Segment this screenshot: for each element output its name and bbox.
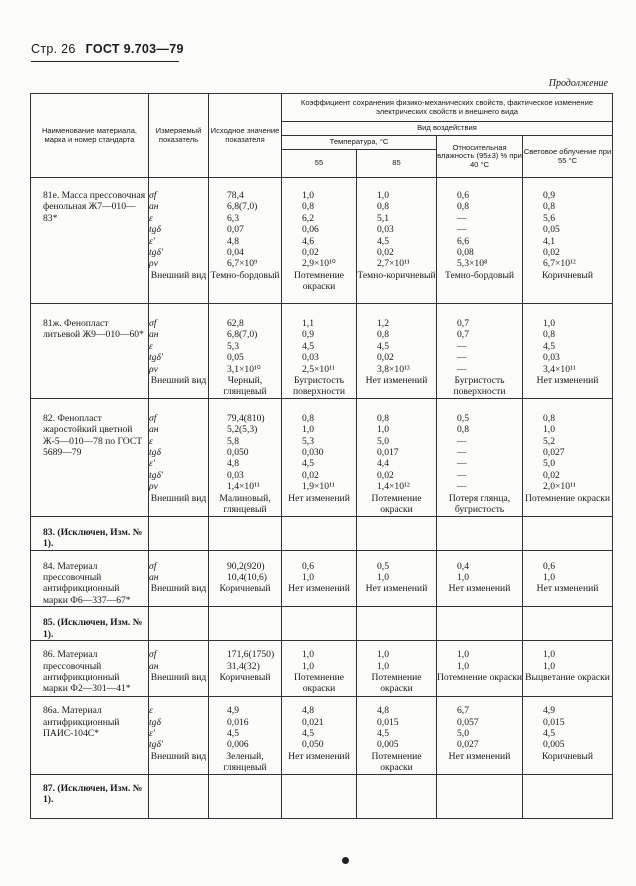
table-row [31,607,613,641]
temp-55-cell [282,774,357,818]
cell-value: 5,8 [227,435,239,447]
cell-value: Внешний вид [150,750,207,762]
cell-value: 5,1 [377,212,389,224]
cell-value: 0,03 [377,224,394,236]
cell-value: 0,07 [227,224,244,236]
cell-value: σf [149,560,157,572]
temp-85-cell [357,516,437,550]
header-indicator: Измеряемый показатель [149,94,209,178]
material-name: 86. Материал прессовочный антифрикционный марки Ф2—301—41* [31,641,149,697]
initial-value-cell [209,398,282,516]
cell-value: Потеря глянца, бугристость [448,492,511,516]
material-name: 82. Фенопласт жаростойкий цветной Ж-5—010—78 по ГОСТ 5689—79 [31,398,149,516]
temp-85-cell [357,398,437,516]
cell-value: Потемнение окраски [371,492,422,516]
humidity-cell [437,516,523,550]
header-material: Наименование материала, марка и номер стандарта [31,94,149,178]
cell-value: — [457,435,467,447]
cell-value: 0,017 [377,447,399,459]
cell-value: tgδ [149,716,161,728]
table-row [31,774,613,818]
table-row [31,398,613,516]
cell-value: — [457,212,467,224]
cell-value: ρv [149,363,158,375]
humidity-cell [437,774,523,818]
light-cell [523,516,613,550]
cell-value: 4,5 [377,727,389,739]
page-number: Стр. 26 [31,42,76,56]
cell-value: aн [149,660,159,672]
cell-value: tgδ' [149,247,163,259]
initial-value-cell [209,304,282,399]
header-initial-value: Исходное значение показателя [209,94,282,178]
cell-value: 0,8 [302,201,314,213]
header-humidity: Относительная влажность (95±3) % при 40 °С [437,136,523,178]
temp-85-cell [357,641,437,697]
cell-value: Бугристость поверхности [292,375,345,398]
cell-value: 6,8(7,0) [227,329,258,341]
cell-value: 1,2 [377,318,389,329]
cell-value: ε' [149,458,155,470]
cell-value: 0,016 [227,716,249,728]
cell-value: 0,050 [227,447,249,459]
light-cell [523,178,613,304]
temp-85-cell [357,304,437,399]
continuation-label: Продолжение [548,78,608,89]
header-temp-55: 55 [282,150,357,178]
cell-value: 4,8 [377,705,389,717]
cell-value: Нет изменений [288,750,350,762]
cell-value: 0,8 [457,201,469,213]
cell-value: 4,5 [543,340,555,352]
cell-value: Темно-коричневый [357,269,436,281]
cell-value: 4,5 [377,235,389,247]
cell-value: 4,8 [227,458,239,470]
light-cell [523,641,613,697]
cell-value: 0,021 [302,716,324,728]
cell-value: 0,4 [457,560,469,572]
cell-value: Внешний вид [150,269,207,281]
cell-value: tgδ' [149,352,163,364]
cell-value: 0,8 [377,201,389,213]
cell-value: 0,027 [457,739,479,751]
cell-value: ε [149,705,153,717]
indicator-cell [149,697,209,774]
material-name: 87. (Исключен, Изм. № 1). [31,774,149,818]
cell-value: 1,0 [302,572,314,584]
cell-value: 4,4 [377,458,389,470]
cell-value: — [457,469,467,481]
cell-value: 1,0 [457,572,469,584]
light-cell [523,774,613,818]
cell-value: 3,1×10¹⁰ [227,363,261,375]
indicator-cell [149,607,209,641]
header-temperature: Температура, °С [282,136,437,150]
table-row [31,641,613,697]
light-cell [523,697,613,774]
cell-value: 0,015 [543,716,565,728]
cell-value: ρv [149,258,158,270]
cell-value: 1,0 [302,190,314,201]
cell-value: 1,0 [377,424,389,436]
indicator-cell [149,550,209,607]
cell-value: 0,8 [543,201,555,213]
cell-value: 1,0 [302,660,314,672]
cell-value: 6,2 [302,212,314,224]
cell-value: 0,02 [302,469,319,481]
cell-value: 3,8×10¹³ [377,363,410,375]
cell-value: 1,9×10¹¹ [302,481,335,493]
cell-value: 0,06 [302,224,319,236]
cell-value: 1,0 [457,649,469,661]
temp-55-cell [282,607,357,641]
cell-value: 0,08 [457,247,474,259]
cell-value: 0,02 [377,352,394,364]
cell-value: Нет изменений [536,375,599,387]
table-row [31,697,613,774]
cell-value: 1,0 [543,318,555,329]
cell-value: 0,015 [377,716,399,728]
cell-value: 1,0 [543,572,555,584]
cell-value: Нет изменений [448,583,511,595]
cell-value: 10,4(10,6) [227,572,267,584]
cell-value: 4,5 [302,727,314,739]
cell-value: 31,4(32) [227,660,260,672]
initial-value-cell [209,641,282,697]
cell-value: 4,8 [302,705,314,717]
cell-value: σf [149,412,157,424]
cell-value: aн [149,572,159,584]
temp-55-cell [282,516,357,550]
cell-value: aн [149,424,159,436]
initial-value-cell [209,178,282,304]
indicator-cell [149,774,209,818]
temp-85-cell [357,607,437,641]
cell-value: 5,6 [543,212,555,224]
cell-value: Внешний вид [150,375,207,387]
cell-value: σf [149,190,157,201]
cell-value: Коричневый [219,671,271,683]
material-name: 84. Материал прессовочный антифрикционный марки Ф6—337—67* [31,550,149,607]
cell-value: Коричневый [542,750,593,762]
header-coefficient: Коэффициент сохранения физико-механических свойств, фактическое изменение электрических свойств и внешнего вида [282,94,613,122]
cell-value: 5,3 [302,435,314,447]
table-row [31,550,613,607]
cell-value: Темно-бордовый [210,269,280,281]
cell-value: 0,006 [227,739,249,751]
cell-value: 1,0 [377,649,389,661]
cell-value: Потемнение окраски [371,750,422,774]
temp-55-cell [282,641,357,697]
cell-value: — [457,481,467,493]
cell-value: 79,4(810) [227,412,265,424]
cell-value: 0,8 [543,412,555,424]
cell-value: 62,8 [227,318,244,329]
humidity-cell [437,697,523,774]
humidity-cell [437,550,523,607]
table-row [31,304,613,399]
properties-table [30,93,613,819]
indicator-cell [149,641,209,697]
cell-value: 6,6 [457,235,469,247]
cell-value: 1,4×10¹² [377,481,410,493]
cell-value: 2,7×10¹¹ [377,258,410,270]
cell-value: 4,5 [227,727,239,739]
cell-value: 1,0 [457,660,469,672]
material-name: 83. (Исключен, Изм. № 1). [31,516,149,550]
cell-value: 0,8 [377,329,389,341]
cell-value: 5,3 [227,340,239,352]
cell-value: 5,0 [377,435,389,447]
cell-value: ε [149,340,153,352]
cell-value: 6,7×10⁹ [227,258,258,270]
temp-85-cell [357,774,437,818]
temp-55-cell [282,697,357,774]
cell-value: 0,03 [302,352,319,364]
cell-value: — [457,458,467,470]
header-temp-85: 85 [357,150,437,178]
initial-value-cell [209,774,282,818]
cell-value: Потемнение окраски [525,492,611,504]
cell-value: 0,02 [543,469,560,481]
page-footer-mark [342,857,349,864]
cell-value: 0,02 [377,247,394,259]
temp-55-cell [282,304,357,399]
cell-value: 4,5 [377,340,389,352]
cell-value: Коричневый [219,583,271,595]
cell-value: 0,8 [377,412,389,424]
header-rule [31,61,179,62]
cell-value: Зеленый, глянцевый [223,750,267,774]
cell-value: 0,6 [302,560,314,572]
cell-value: Коричневый [542,269,593,281]
cell-value: 5,2(5,3) [227,424,258,436]
cell-value: 4,1 [543,235,555,247]
cell-value: Темно-бордовый [444,269,515,281]
material-name: 81ж. Фенопласт литьевой Ж9—010—60* [31,304,149,399]
cell-value: 4,5 [302,340,314,352]
page-header [31,42,184,56]
cell-value: 6,3 [227,212,239,224]
table-row [31,516,613,550]
cell-value: 1,0 [543,660,555,672]
cell-value: Выцветание окраски [525,671,610,683]
cell-value: 1,0 [302,424,314,436]
cell-value: 4,9 [227,705,239,717]
cell-value: Потемнение окраски [293,671,345,695]
cell-value: 1,4×10¹¹ [227,481,260,493]
cell-value: 6,7×10¹² [543,258,576,270]
cell-value: 5,0 [457,727,469,739]
cell-value: 2,0×10¹¹ [543,481,576,493]
humidity-cell [437,607,523,641]
cell-value: 171,6(1750) [227,649,275,661]
initial-value-cell [209,607,282,641]
initial-value-cell [209,516,282,550]
cell-value: 6,7 [457,705,469,717]
cell-value: aн [149,329,159,341]
table-row [31,178,613,304]
cell-value: 0,8 [457,424,469,436]
cell-value: 0,9 [302,329,314,341]
cell-value: — [457,224,467,236]
cell-value: ε' [149,235,155,247]
light-cell [523,304,613,399]
temp-55-cell [282,178,357,304]
indicator-cell [149,516,209,550]
cell-value: 0,6 [543,560,555,572]
cell-value: 1,1 [302,318,314,329]
cell-value: Нет изменений [365,375,428,387]
cell-value: 4,5 [302,458,314,470]
cell-value: 0,7 [457,329,469,341]
cell-value: 2,9×10¹⁰ [302,258,336,270]
cell-value: 0,04 [227,247,244,259]
cell-value: 3,4×10¹¹ [543,363,576,375]
cell-value: Внешний вид [150,671,207,683]
cell-value: — [457,363,467,375]
standard-title: ГОСТ 9.703—79 [85,42,184,56]
cell-value: 1,0 [543,424,555,436]
light-cell [523,398,613,516]
indicator-cell [149,398,209,516]
humidity-cell [437,641,523,697]
cell-value: 1,0 [302,649,314,661]
material-name: 81е. Масса прессовочная фенольная Ж7—010—83* [31,178,149,304]
temp-55-cell [282,550,357,607]
cell-value: Нет изменений [448,750,511,762]
cell-value: Бугристость поверхности [453,375,506,398]
cell-value: 1,0 [377,190,389,201]
cell-value: tgδ [149,447,161,459]
material-name: 85. (Исключен, Изм. № 1). [31,607,149,641]
cell-value: 0,05 [227,352,244,364]
cell-value: σf [149,318,157,329]
initial-value-cell [209,550,282,607]
cell-value: Потемнение окраски [293,269,345,293]
cell-value: 6,8(7,0) [227,201,258,213]
cell-value: σf [149,649,157,661]
humidity-cell [437,304,523,399]
cell-value: 0,5 [377,560,389,572]
initial-value-cell [209,697,282,774]
cell-value: 0,05 [543,224,560,236]
cell-value: 5,0 [543,458,555,470]
cell-value: — [457,352,467,364]
cell-value: 90,2(920) [227,560,265,572]
cell-value: Нет изменений [365,583,428,595]
humidity-cell [437,178,523,304]
cell-value: Внешний вид [150,583,207,595]
cell-value: 5,3×10⁸ [457,258,488,270]
cell-value: 0,03 [227,469,244,481]
cell-value: 78,4 [227,190,244,201]
cell-value: tgδ' [149,469,163,481]
light-cell [523,607,613,641]
indicator-cell [149,304,209,399]
cell-value: tgδ [149,224,161,236]
cell-value: 0,02 [302,247,319,259]
cell-value: Внешний вид [150,492,207,504]
cell-value: — [457,447,467,459]
cell-value: 4,8 [227,235,239,247]
cell-value: 1,0 [377,660,389,672]
material-name: 86а. Материал антифрикционный ПАИС-104С* [31,697,149,774]
cell-value: 0,02 [377,469,394,481]
cell-value: 0,5 [457,412,469,424]
cell-value: Черный, глянцевый [223,375,267,398]
header-light: Световое облучение при 55 °С [523,136,613,178]
cell-value: 0,027 [543,447,565,459]
cell-value: Нет изменений [536,583,599,595]
cell-value: ε [149,435,153,447]
cell-value: 0,057 [457,716,479,728]
temp-85-cell [357,697,437,774]
cell-value: Нет изменений [288,583,350,595]
cell-value: 4,6 [302,235,314,247]
cell-value: 1,0 [377,572,389,584]
cell-value: 0,050 [302,739,324,751]
cell-value: tgδ' [149,739,163,751]
cell-value: 2,5×10¹¹ [302,363,335,375]
cell-value: Потемнение окраски [437,671,523,683]
cell-value: 0,6 [457,190,469,201]
cell-value: ρv [149,481,158,493]
humidity-cell [437,398,523,516]
cell-value: 0,7 [457,318,469,329]
cell-value: 0,030 [302,447,324,459]
cell-value: 4,5 [543,727,555,739]
cell-value: Малиновый, глянцевый [219,492,271,516]
temp-85-cell [357,178,437,304]
cell-value: ε [149,212,153,224]
light-cell [523,550,613,607]
cell-value: 0,03 [543,352,560,364]
cell-value: Потемнение окраски [371,671,422,695]
header-impact-type: Вид воздействия [282,122,613,136]
temp-55-cell [282,398,357,516]
cell-value: aн [149,201,159,213]
temp-85-cell [357,550,437,607]
cell-value: Нет изменений [288,492,350,504]
cell-value: 5,2 [543,435,555,447]
indicator-cell [149,178,209,304]
cell-value: 0,005 [377,739,399,751]
cell-value: ε' [149,727,155,739]
cell-value: 0,02 [543,247,560,259]
cell-value: 0,8 [302,412,314,424]
cell-value: — [457,340,467,352]
cell-value: 1,0 [543,649,555,661]
cell-value: 0,005 [543,739,565,751]
cell-value: 4,9 [543,705,555,717]
cell-value: 0,9 [543,190,555,201]
cell-value: 0,8 [543,329,555,341]
